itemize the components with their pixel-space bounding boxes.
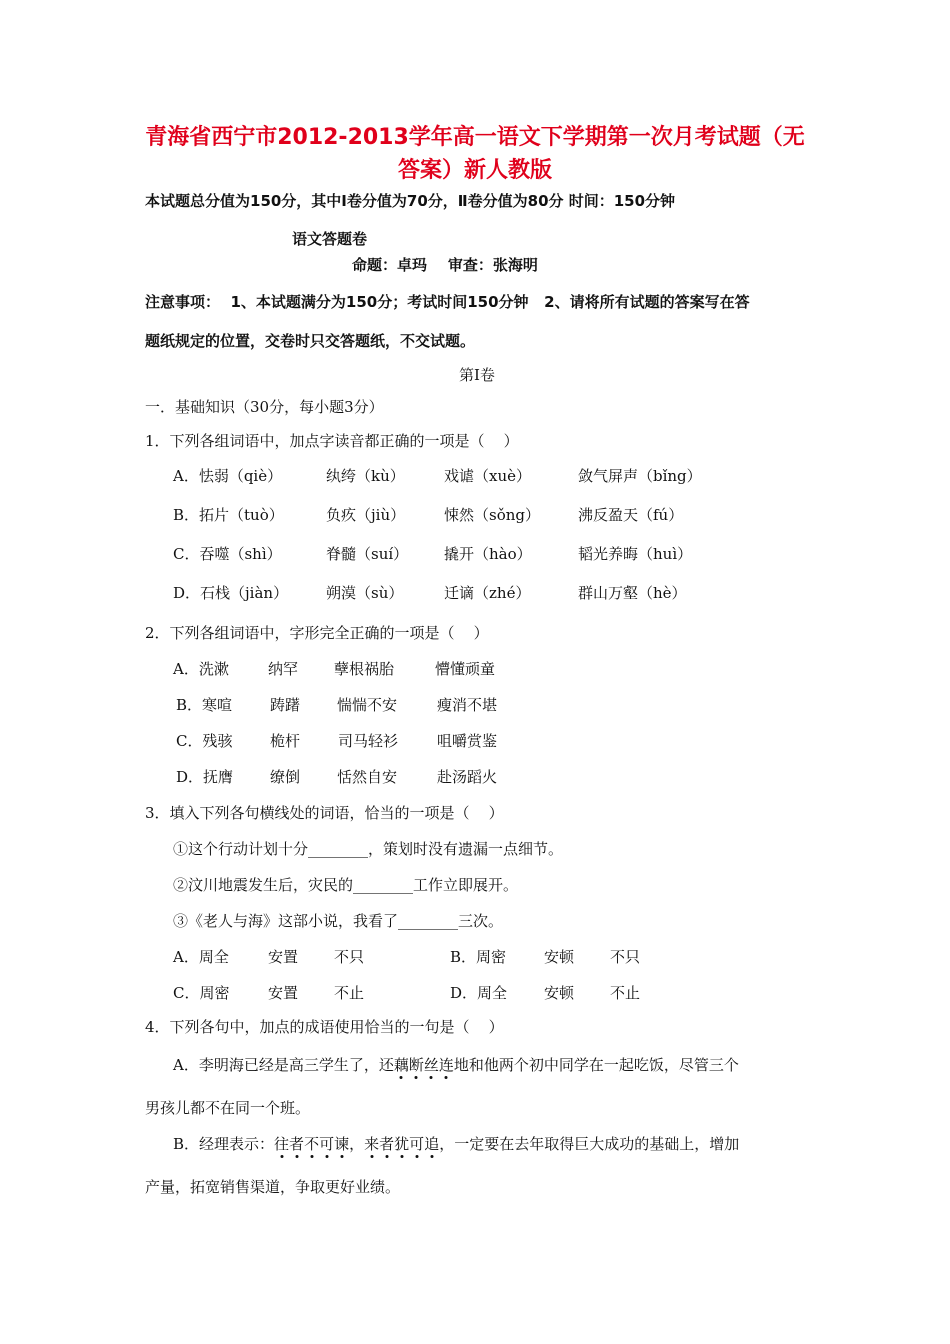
q1-option-b-2: 负疚（jiù）: [326, 506, 406, 524]
q1-option-d-2: 朔漠（sù）: [326, 584, 404, 602]
notice-line-2: 题纸规定的位置，交卷时只交答题纸，不交试题。: [145, 332, 476, 350]
q2-option-b-1: B．寒喧: [176, 696, 233, 714]
authors: 命题：卓玛 审查：张海明: [352, 256, 538, 274]
q3-option-c-2: 安置: [268, 984, 299, 1002]
q1-option-c-3: 撬开（hào）: [444, 545, 532, 563]
q2-option-d-1: D．抚膺: [176, 768, 234, 786]
q2-option-a-3: 孽根祸胎: [334, 660, 395, 678]
q3-option-c-3: 不止: [334, 984, 365, 1002]
q3-sentence-1: ①这个行动计划十分________，策划时没有遗漏一点细节。: [173, 840, 564, 858]
q1-option-d-4: 群山万壑（hè）: [578, 584, 687, 602]
q2-option-d-2: 缭倒: [270, 768, 301, 786]
q3-option-d-2: 安顿: [544, 984, 575, 1002]
q1-option-d-3: 迁谪（zhé）: [444, 584, 531, 602]
title-line-2: 答案）新人教版: [397, 158, 552, 183]
q1-option-c-4: 韬光养晦（huì）: [578, 545, 693, 563]
q4-option-b-line-2: 产量，拓宽销售渠道，争取更好业绩。: [145, 1178, 401, 1196]
q4-option-b-suffix: ，一定要在去年取得巨大成功的基础上，增加: [439, 1135, 740, 1153]
q4-option-a-suffix: 地和他两个初中同学在一起吃饭，尽管三个: [453, 1056, 739, 1074]
question-2-stem: 2．下列各组词语中，字形完全正确的一项是（ ）: [145, 624, 489, 642]
q3-option-a-3: 不只: [334, 948, 365, 966]
q1-option-b-3: 悚然（sǒng）: [444, 506, 540, 524]
section-1-heading: 一．基础知识（30分，每小题3分）: [145, 398, 384, 416]
q3-option-b-3: 不只: [610, 948, 641, 966]
q1-option-a-3: 戏谑（xuè）: [444, 467, 531, 485]
q1-option-b-4: 沸反盈天（fú）: [578, 506, 684, 524]
q4-option-a-line-1: [173, 1054, 739, 1075]
q4-option-b-idiom: 往者不可谏，来者犹可追: [274, 1135, 440, 1153]
notice-line-1: 注意事项： 1、本试题满分为150分；考试时间150分钟 2、请将所有试题的答案写在答: [145, 293, 750, 311]
q3-option-d-3: 不止: [610, 984, 641, 1002]
q2-option-c-1: C．残骇: [176, 732, 233, 750]
q3-option-a-1: A．周全: [173, 948, 229, 966]
q1-option-b-1: B．拓片（tuò）: [173, 506, 284, 524]
q2-option-d-3: 恬然自安: [337, 768, 398, 786]
q3-sentence-3: ③《老人与海》这部小说，我看了________三次。: [173, 912, 504, 930]
q4-option-a-prefix: A．李明海已经是高三学生了，还: [173, 1056, 394, 1074]
question-1-stem: 1．下列各组词语中，加点字读音都正确的一项是（ ）: [145, 432, 519, 450]
q2-option-b-3: 惴惴不安: [337, 696, 398, 714]
q4-option-b-prefix: B．经理表示：: [173, 1135, 275, 1153]
q2-option-c-3: 司马轻衫: [338, 732, 399, 750]
q3-option-b-2: 安顿: [544, 948, 575, 966]
q4-option-a-line-2: 男孩儿都不在同一个班。: [145, 1099, 311, 1117]
q1-option-c-1: C．吞噬（shì）: [173, 545, 282, 563]
q2-option-b-4: 瘦消不堪: [437, 696, 498, 714]
q4-option-a-idiom: 藕断丝连: [393, 1056, 454, 1074]
q2-option-a-1: A．洗漱: [173, 660, 229, 678]
question-3-stem: 3．填入下列各句横线处的词语，恰当的一项是（ ）: [145, 804, 504, 822]
q1-option-c-2: 脊髓（suí）: [326, 545, 409, 563]
q2-option-b-2: 踌躇: [270, 696, 301, 714]
q2-option-d-4: 赴汤蹈火: [437, 768, 498, 786]
q2-option-c-2: 桅杆: [270, 732, 301, 750]
q2-option-c-4: 咀嚼赏鉴: [437, 732, 498, 750]
q2-option-a-4: 懵懂顽童: [435, 660, 496, 678]
title-line-1: 青海省西宁市2012-2013学年高一语文下学期第一次月考试题（无: [145, 125, 805, 150]
q4-option-b-line-1: [173, 1133, 739, 1154]
q3-option-c-1: C．周密: [173, 984, 230, 1002]
q1-option-a-1: A．怯弱（qiè）: [173, 467, 283, 485]
q2-option-a-2: 纳罕: [268, 660, 299, 678]
score-info: 本试题总分值为150分，其中Ⅰ卷分值为70分，Ⅱ卷分值为80分 时间：150分钟: [145, 192, 676, 210]
q3-sentence-2: ②汶川地震发生后，灾民的________工作立即展开。: [173, 876, 519, 894]
q1-option-a-2: 纨绔（kù）: [326, 467, 405, 485]
question-4-stem: 4．下列各句中，加点的成语使用恰当的一句是（ ）: [145, 1018, 504, 1036]
q1-option-a-4: 敛气屏声（bǐng）: [578, 467, 702, 485]
q3-option-a-2: 安置: [268, 948, 299, 966]
q3-option-d-1: D．周全: [450, 984, 508, 1002]
q1-option-d-1: D．石栈（jiàn）: [173, 584, 289, 602]
answer-sheet-label: 语文答题卷: [292, 230, 368, 248]
part-1-heading: 第Ⅰ卷: [459, 366, 495, 384]
q3-option-b-1: B．周密: [450, 948, 507, 966]
